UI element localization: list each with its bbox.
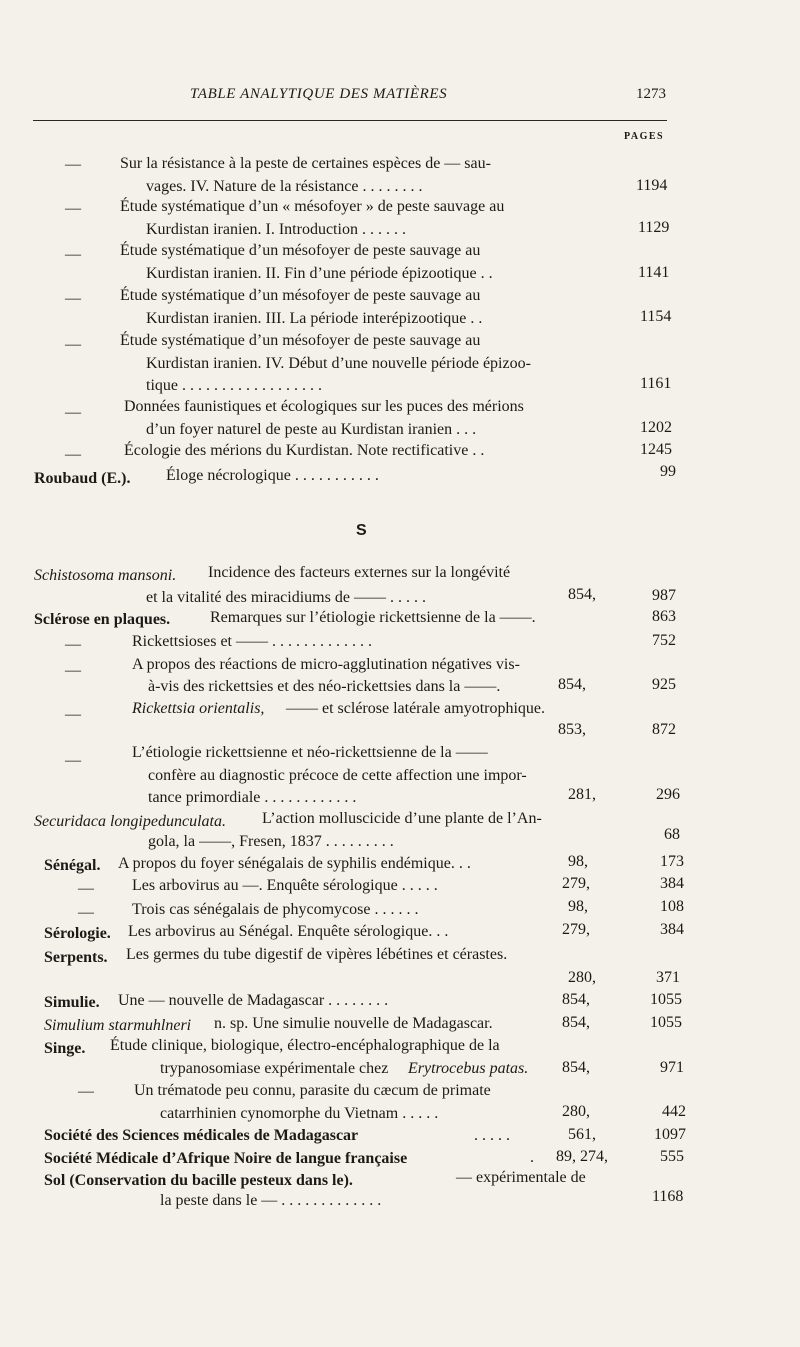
entry-volume: 280, xyxy=(562,1103,590,1120)
entry-volume: 854, xyxy=(562,1014,590,1031)
entry-dash: — xyxy=(78,904,94,921)
entry-dash: — xyxy=(65,636,81,653)
entry-text: . xyxy=(530,1149,534,1166)
entry-heading: Schistosoma mansoni. xyxy=(34,567,177,584)
entry-heading: Sérologie. xyxy=(44,925,111,942)
entry-page: 384 xyxy=(660,875,684,892)
entry-heading: Sénégal. xyxy=(44,857,101,874)
entry-page: 371 xyxy=(656,969,680,986)
entry-text: . . . . . xyxy=(474,1127,510,1144)
entry-italic-text: Rickettsia orientalis, xyxy=(132,700,265,717)
entry-text: Les germes du tube digestif de vipères lébétines et cérastes. xyxy=(126,946,508,963)
entry-page: 1141 xyxy=(638,264,670,281)
entry-text: Étude clinique, biologique, électro-encéphalographique de la xyxy=(110,1037,500,1054)
entry-text: Étude systématique d’un « mésofoyer » de peste sauvage au xyxy=(120,198,505,215)
entry-page: 68 xyxy=(664,826,680,843)
entry-dash: — xyxy=(78,1083,94,1100)
entry-dash: — xyxy=(65,706,81,723)
entry-text: gola, la ——, Fresen, 1837 . . . . . . . . . xyxy=(148,833,394,850)
entry-text: Données faunistiques et écologiques sur les puces des mérions xyxy=(124,398,524,415)
entry-text: la peste dans le — . . . . . . . . . . . . . xyxy=(160,1192,382,1209)
entry-text: Sur la résistance à la peste de certaines espèces de — sau- xyxy=(120,155,491,172)
entry-text: à-vis des rickettsies et des néo-rickettsies dans la ——. xyxy=(148,678,501,695)
entry-page: 555 xyxy=(660,1148,684,1165)
entry-heading: Singe. xyxy=(44,1040,86,1057)
entry-text: —— et sclérose latérale amyotrophique. xyxy=(286,700,546,717)
entry-text: tance primordiale . . . . . . . . . . . . xyxy=(148,789,357,806)
entry-volume: 854, xyxy=(568,586,596,603)
entry-page: 1129 xyxy=(638,219,670,236)
entry-volume: 280, xyxy=(568,969,596,986)
entry-text: Étude systématique d’un mésofoyer de peste sauvage au xyxy=(120,287,481,304)
page-number: 1273 xyxy=(636,86,666,102)
entry-page: 872 xyxy=(652,721,676,738)
entry-text: A propos du foyer sénégalais de syphilis endémique. . . xyxy=(118,855,471,872)
entry-text: Kurdistan iranien. II. Fin d’une période épizootique . . xyxy=(146,265,493,282)
entry-page: 1168 xyxy=(652,1188,684,1205)
entry-text: A propos des réactions de micro-agglutination négatives vis- xyxy=(132,656,520,673)
entry-text: Les arbovirus au Sénégal. Enquête sérologique. . . xyxy=(128,923,449,940)
entry-dash: — xyxy=(65,246,81,263)
entry-page: 1154 xyxy=(640,308,672,325)
entry-page: 296 xyxy=(656,786,680,803)
entry-volume: 854, xyxy=(562,1059,590,1076)
entry-page: 1055 xyxy=(650,1014,682,1031)
entry-dash: — xyxy=(65,156,81,173)
entry-text: L’étiologie rickettsienne et néo-rickettsienne de la —— xyxy=(132,744,488,761)
entry-page: 987 xyxy=(652,587,676,604)
entry-volume: 854, xyxy=(558,676,586,693)
entry-heading: Société des Sciences médicales de Madagascar xyxy=(44,1127,359,1144)
entry-text: — expérimentale de xyxy=(456,1169,586,1186)
entry-page: 863 xyxy=(652,608,676,625)
entry-heading: Sclérose en plaques. xyxy=(34,611,171,628)
entry-heading: Société Médicale d’Afrique Noire de langue française xyxy=(44,1150,408,1167)
entry-volume: 853, xyxy=(558,721,586,738)
entry-volume: 854, xyxy=(562,991,590,1008)
entry-page: 384 xyxy=(660,921,684,938)
entry-dash: — xyxy=(78,880,94,897)
entry-text: Les arbovirus au —. Enquête sérologique . . . . . xyxy=(132,877,438,894)
entry-heading: Serpents. xyxy=(44,949,108,966)
entry-text: Kurdistan iranien. I. Introduction . . . . . . xyxy=(146,221,406,238)
entry-heading: Securidaca longipedunculata. xyxy=(34,813,226,830)
entry-volume: 279, xyxy=(562,921,590,938)
entry-volume: 561, xyxy=(568,1126,596,1143)
entry-page: 173 xyxy=(660,853,684,870)
running-header-title: TABLE ANALYTIQUE DES MATIÈRES xyxy=(190,86,448,102)
entry-italic-text: Erytrocebus patas. xyxy=(408,1060,529,1077)
entry-text: Un trématode peu connu, parasite du cæcum de primate xyxy=(134,1082,491,1099)
entry-dash: — xyxy=(65,446,81,463)
entry-text: Rickettsioses et —— . . . . . . . . . . . . . xyxy=(132,633,372,650)
entry-page: 99 xyxy=(660,463,676,480)
entry-text: vages. IV. Nature de la résistance . . . . . . . . xyxy=(146,178,423,195)
entry-heading: Simulium starmuhlneri xyxy=(44,1017,192,1034)
entry-volume: 281, xyxy=(568,786,596,803)
entry-text: n. sp. Une simulie nouvelle de Madagascar. xyxy=(214,1015,493,1032)
entry-text: Kurdistan iranien. III. La période interépizootique . . xyxy=(146,310,483,327)
entry-text: Kurdistan iranien. IV. Début d’une nouvelle période épizoo- xyxy=(146,355,531,372)
entry-text: Écologie des mérions du Kurdistan. Note rectificative . . xyxy=(124,442,485,459)
entry-dash: — xyxy=(65,200,81,217)
entry-page: 1245 xyxy=(640,441,672,458)
entry-page: 1097 xyxy=(654,1126,686,1143)
pages-column-label: PAGES xyxy=(624,131,665,142)
entry-text: d’un foyer naturel de peste au Kurdistan iranien . . . xyxy=(146,421,477,438)
entry-dash: — xyxy=(65,336,81,353)
entry-dash: — xyxy=(65,662,81,679)
entry-dash: — xyxy=(65,752,81,769)
entry-text: Éloge nécrologique . . . . . . . . . . . xyxy=(166,467,379,484)
entry-text: Étude systématique d’un mésofoyer de peste sauvage au xyxy=(120,332,481,349)
entry-heading: Simulie. xyxy=(44,994,100,1011)
entry-page: 971 xyxy=(660,1059,684,1076)
entry-volume: 279, xyxy=(562,875,590,892)
entry-text: Une — nouvelle de Madagascar . . . . . . . . xyxy=(118,992,389,1009)
entry-text: Étude systématique d’un mésofoyer de peste sauvage au xyxy=(120,242,481,259)
entry-volume: 89, 274, xyxy=(556,1148,608,1165)
entry-text: confère au diagnostic précoce de cette affection une impor- xyxy=(148,767,527,784)
section-letter: S xyxy=(356,522,367,539)
entry-text: Incidence des facteurs externes sur la longévité xyxy=(208,564,511,581)
entry-heading: Sol (Conservation du bacille pesteux dans le). xyxy=(44,1172,353,1189)
entry-text: et la vitalité des miracidiums de —— . . . . . xyxy=(146,589,426,606)
entry-volume: 98, xyxy=(568,898,588,915)
entry-page: 1161 xyxy=(640,375,672,392)
entry-page: 108 xyxy=(660,898,684,915)
entry-text: tique . . . . . . . . . . . . . . . . . . xyxy=(146,377,322,394)
entry-page: 1194 xyxy=(636,177,668,194)
entry-text: trypanosomiase expérimentale chez xyxy=(160,1060,389,1077)
entry-heading: Roubaud (E.). xyxy=(34,470,131,487)
header-rule xyxy=(33,120,667,121)
entry-page: 752 xyxy=(652,632,676,649)
entry-text: Trois cas sénégalais de phycomycose . . . . . . xyxy=(132,901,419,918)
entry-page: 1202 xyxy=(640,419,672,436)
entry-text: catarrhinien cynomorphe du Vietnam . . . . . xyxy=(160,1105,439,1122)
entry-text: Remarques sur l’étiologie rickettsienne de la ——. xyxy=(210,609,536,626)
entry-page: 1055 xyxy=(650,991,682,1008)
entry-page: 925 xyxy=(652,676,676,693)
entry-volume: 98, xyxy=(568,853,588,870)
entry-dash: — xyxy=(65,404,81,421)
entry-dash: — xyxy=(65,290,81,307)
entry-page: 442 xyxy=(662,1103,686,1120)
entry-text: L’action molluscicide d’une plante de l’An- xyxy=(262,810,542,827)
